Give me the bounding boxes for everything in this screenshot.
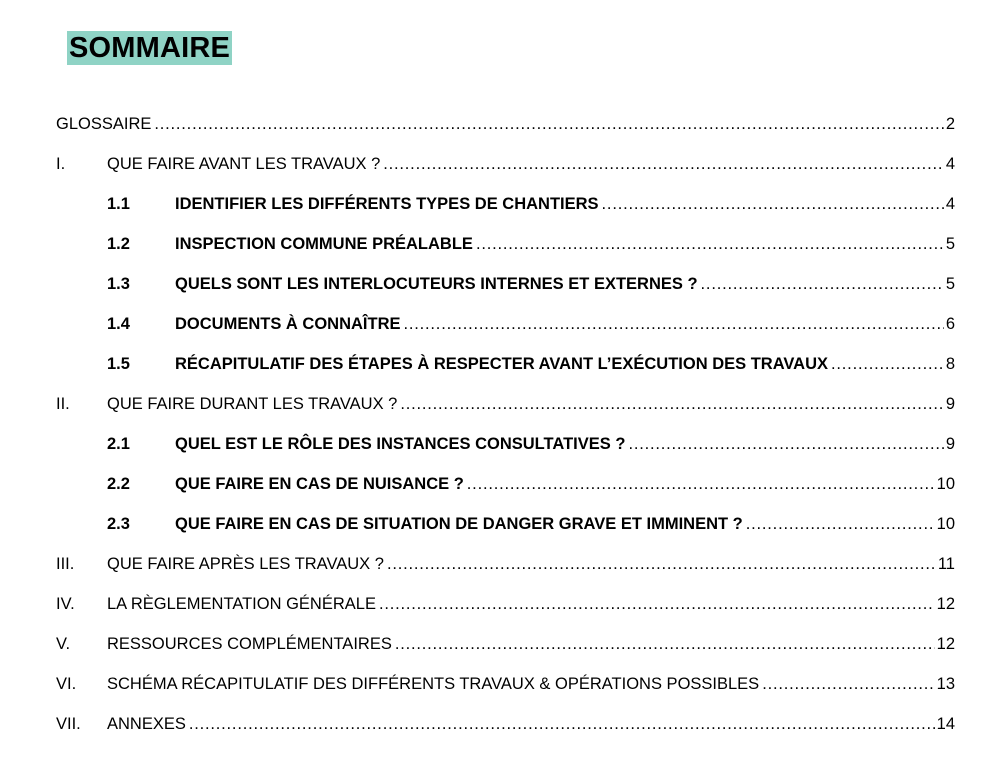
- toc-entry-page-number: 8: [945, 355, 955, 373]
- toc-entry[interactable]: [0, 272, 1002, 296]
- toc-entry-label: SCHÉMA RÉCAPITULATIF DES DIFFÉRENTS TRAVAUX & OPÉRATIONS POSSIBLES: [107, 675, 760, 693]
- toc-entry-link[interactable]: [107, 632, 955, 656]
- toc-entry-page-number: 5: [945, 275, 955, 293]
- toc-entry-link[interactable]: [107, 552, 955, 576]
- toc-dot-leader: [379, 592, 935, 616]
- toc-entry-link[interactable]: [175, 432, 955, 456]
- toc-entry-label: ANNEXES: [107, 715, 186, 733]
- toc-entry-page-number: 4: [945, 155, 955, 173]
- toc-entry-number: 1.2: [107, 235, 130, 253]
- toc-entry[interactable]: [0, 232, 1002, 256]
- toc-entry-label: QUE FAIRE APRÈS LES TRAVAUX ?: [107, 555, 384, 573]
- toc-entry-page-number: 14: [936, 715, 955, 733]
- toc-entry-link[interactable]: [175, 312, 955, 336]
- toc-entry-page-number: 12: [936, 595, 955, 613]
- toc-entry-number: V.: [56, 635, 71, 653]
- toc-entry[interactable]: [0, 352, 1002, 376]
- toc-entry[interactable]: [0, 192, 1002, 216]
- toc-entry-link[interactable]: [107, 712, 955, 736]
- toc-entry-number: 1.4: [107, 315, 130, 333]
- toc-entry[interactable]: [0, 312, 1002, 336]
- toc-dot-leader: [701, 272, 944, 296]
- toc-entry-label: IDENTIFIER LES DIFFÉRENTS TYPES DE CHANTIERS: [175, 195, 599, 213]
- toc-entry[interactable]: [0, 392, 1002, 416]
- toc-entry-link[interactable]: [175, 352, 955, 376]
- toc-entry[interactable]: [0, 592, 1002, 616]
- toc-entry-number: 2.2: [107, 475, 130, 493]
- toc-dot-leader: [395, 632, 935, 656]
- toc-entry-link[interactable]: [175, 232, 955, 256]
- toc-entry-label: QUE FAIRE AVANT LES TRAVAUX ?: [107, 155, 381, 173]
- toc-entry-page-number: 5: [945, 235, 955, 253]
- toc-entry-number: 1.3: [107, 275, 130, 293]
- toc-dot-leader: [154, 112, 943, 136]
- toc-entry-page-number: 11: [937, 555, 955, 573]
- toc-entry-label: QUEL EST LE RÔLE DES INSTANCES CONSULTATIVES ?: [175, 435, 626, 453]
- toc-dot-leader: [762, 672, 934, 696]
- toc-entry-number: II.: [56, 395, 70, 413]
- toc-dot-leader: [467, 472, 935, 496]
- toc-entry-number: I.: [56, 155, 66, 173]
- toc-entry-label: LA RÈGLEMENTATION GÉNÉRALE: [107, 595, 376, 613]
- toc-entry-link[interactable]: [107, 592, 955, 616]
- toc-entry[interactable]: [0, 512, 1002, 536]
- toc-dot-leader: [387, 552, 936, 576]
- page-title: SOMMAIRE: [69, 32, 231, 64]
- toc-entry-page-number: 13: [936, 675, 955, 693]
- toc-entry-number: 2.1: [107, 435, 130, 453]
- toc-entry-number: 1.5: [107, 355, 130, 373]
- toc-dot-leader: [476, 232, 944, 256]
- toc-entry[interactable]: [0, 672, 1002, 696]
- toc-entry-number: III.: [56, 555, 75, 573]
- toc-dot-leader: [400, 392, 943, 416]
- toc-entry-label: QUE FAIRE EN CAS DE NUISANCE ?: [175, 475, 464, 493]
- toc-entry-link[interactable]: [175, 192, 955, 216]
- toc-entry-number: 2.3: [107, 515, 130, 533]
- toc-entry-number: VI.: [56, 675, 77, 693]
- toc-entry-link[interactable]: [107, 152, 955, 176]
- toc-entry[interactable]: [0, 712, 1002, 736]
- toc-entry[interactable]: [0, 112, 1002, 136]
- toc-dot-leader: [602, 192, 944, 216]
- toc-entry-link[interactable]: [175, 472, 955, 496]
- toc-entry-link[interactable]: [175, 272, 955, 296]
- toc-dot-leader: [404, 312, 944, 336]
- toc-dot-leader: [628, 432, 943, 456]
- toc-entry-page-number: 6: [945, 315, 955, 333]
- toc-entry[interactable]: [0, 152, 1002, 176]
- toc-entry-label: QUE FAIRE EN CAS DE SITUATION DE DANGER GRAVE ET IMMINENT ?: [175, 515, 743, 533]
- toc-entry-number: IV.: [56, 595, 75, 613]
- toc-entry[interactable]: [0, 432, 1002, 456]
- toc-entry-label: QUELS SONT LES INTERLOCUTEURS INTERNES ET EXTERNES ?: [175, 275, 698, 293]
- toc-entry-number: VII.: [56, 715, 81, 733]
- toc-entry-link[interactable]: [56, 112, 955, 136]
- toc-entry-label: RESSOURCES COMPLÉMENTAIRES: [107, 635, 392, 653]
- toc-entry-page-number: 2: [945, 115, 955, 133]
- toc-entry-link[interactable]: [107, 392, 955, 416]
- toc-entry-page-number: 9: [945, 435, 955, 453]
- toc-entry-page-number: 10: [936, 475, 955, 493]
- toc-dot-leader: [746, 512, 935, 536]
- toc-entry[interactable]: [0, 552, 1002, 576]
- toc-dot-leader: [831, 352, 944, 376]
- toc-entry-link[interactable]: [175, 512, 955, 536]
- toc-entry[interactable]: [0, 632, 1002, 656]
- toc-entry-label: QUE FAIRE DURANT LES TRAVAUX ?: [107, 395, 398, 413]
- toc-entry-label: INSPECTION COMMUNE PRÉALABLE: [175, 235, 473, 253]
- toc-entry[interactable]: [0, 472, 1002, 496]
- toc-entry-number: 1.1: [107, 195, 130, 213]
- toc-entry-link[interactable]: [107, 672, 955, 696]
- toc-entry-page-number: 12: [936, 635, 955, 653]
- toc-dot-leader: [383, 152, 944, 176]
- toc-entry-page-number: 10: [936, 515, 955, 533]
- toc-entry-page-number: 4: [945, 195, 955, 213]
- toc-entry-page-number: 9: [945, 395, 955, 413]
- toc-entry-label: GLOSSAIRE: [56, 115, 152, 133]
- toc-entry-label: DOCUMENTS À CONNAÎTRE: [175, 315, 401, 333]
- toc-entry-label: RÉCAPITULATIF DES ÉTAPES À RESPECTER AVANT L’EXÉCUTION DES TRAVAUX: [175, 355, 829, 373]
- toc-dot-leader: [189, 712, 935, 736]
